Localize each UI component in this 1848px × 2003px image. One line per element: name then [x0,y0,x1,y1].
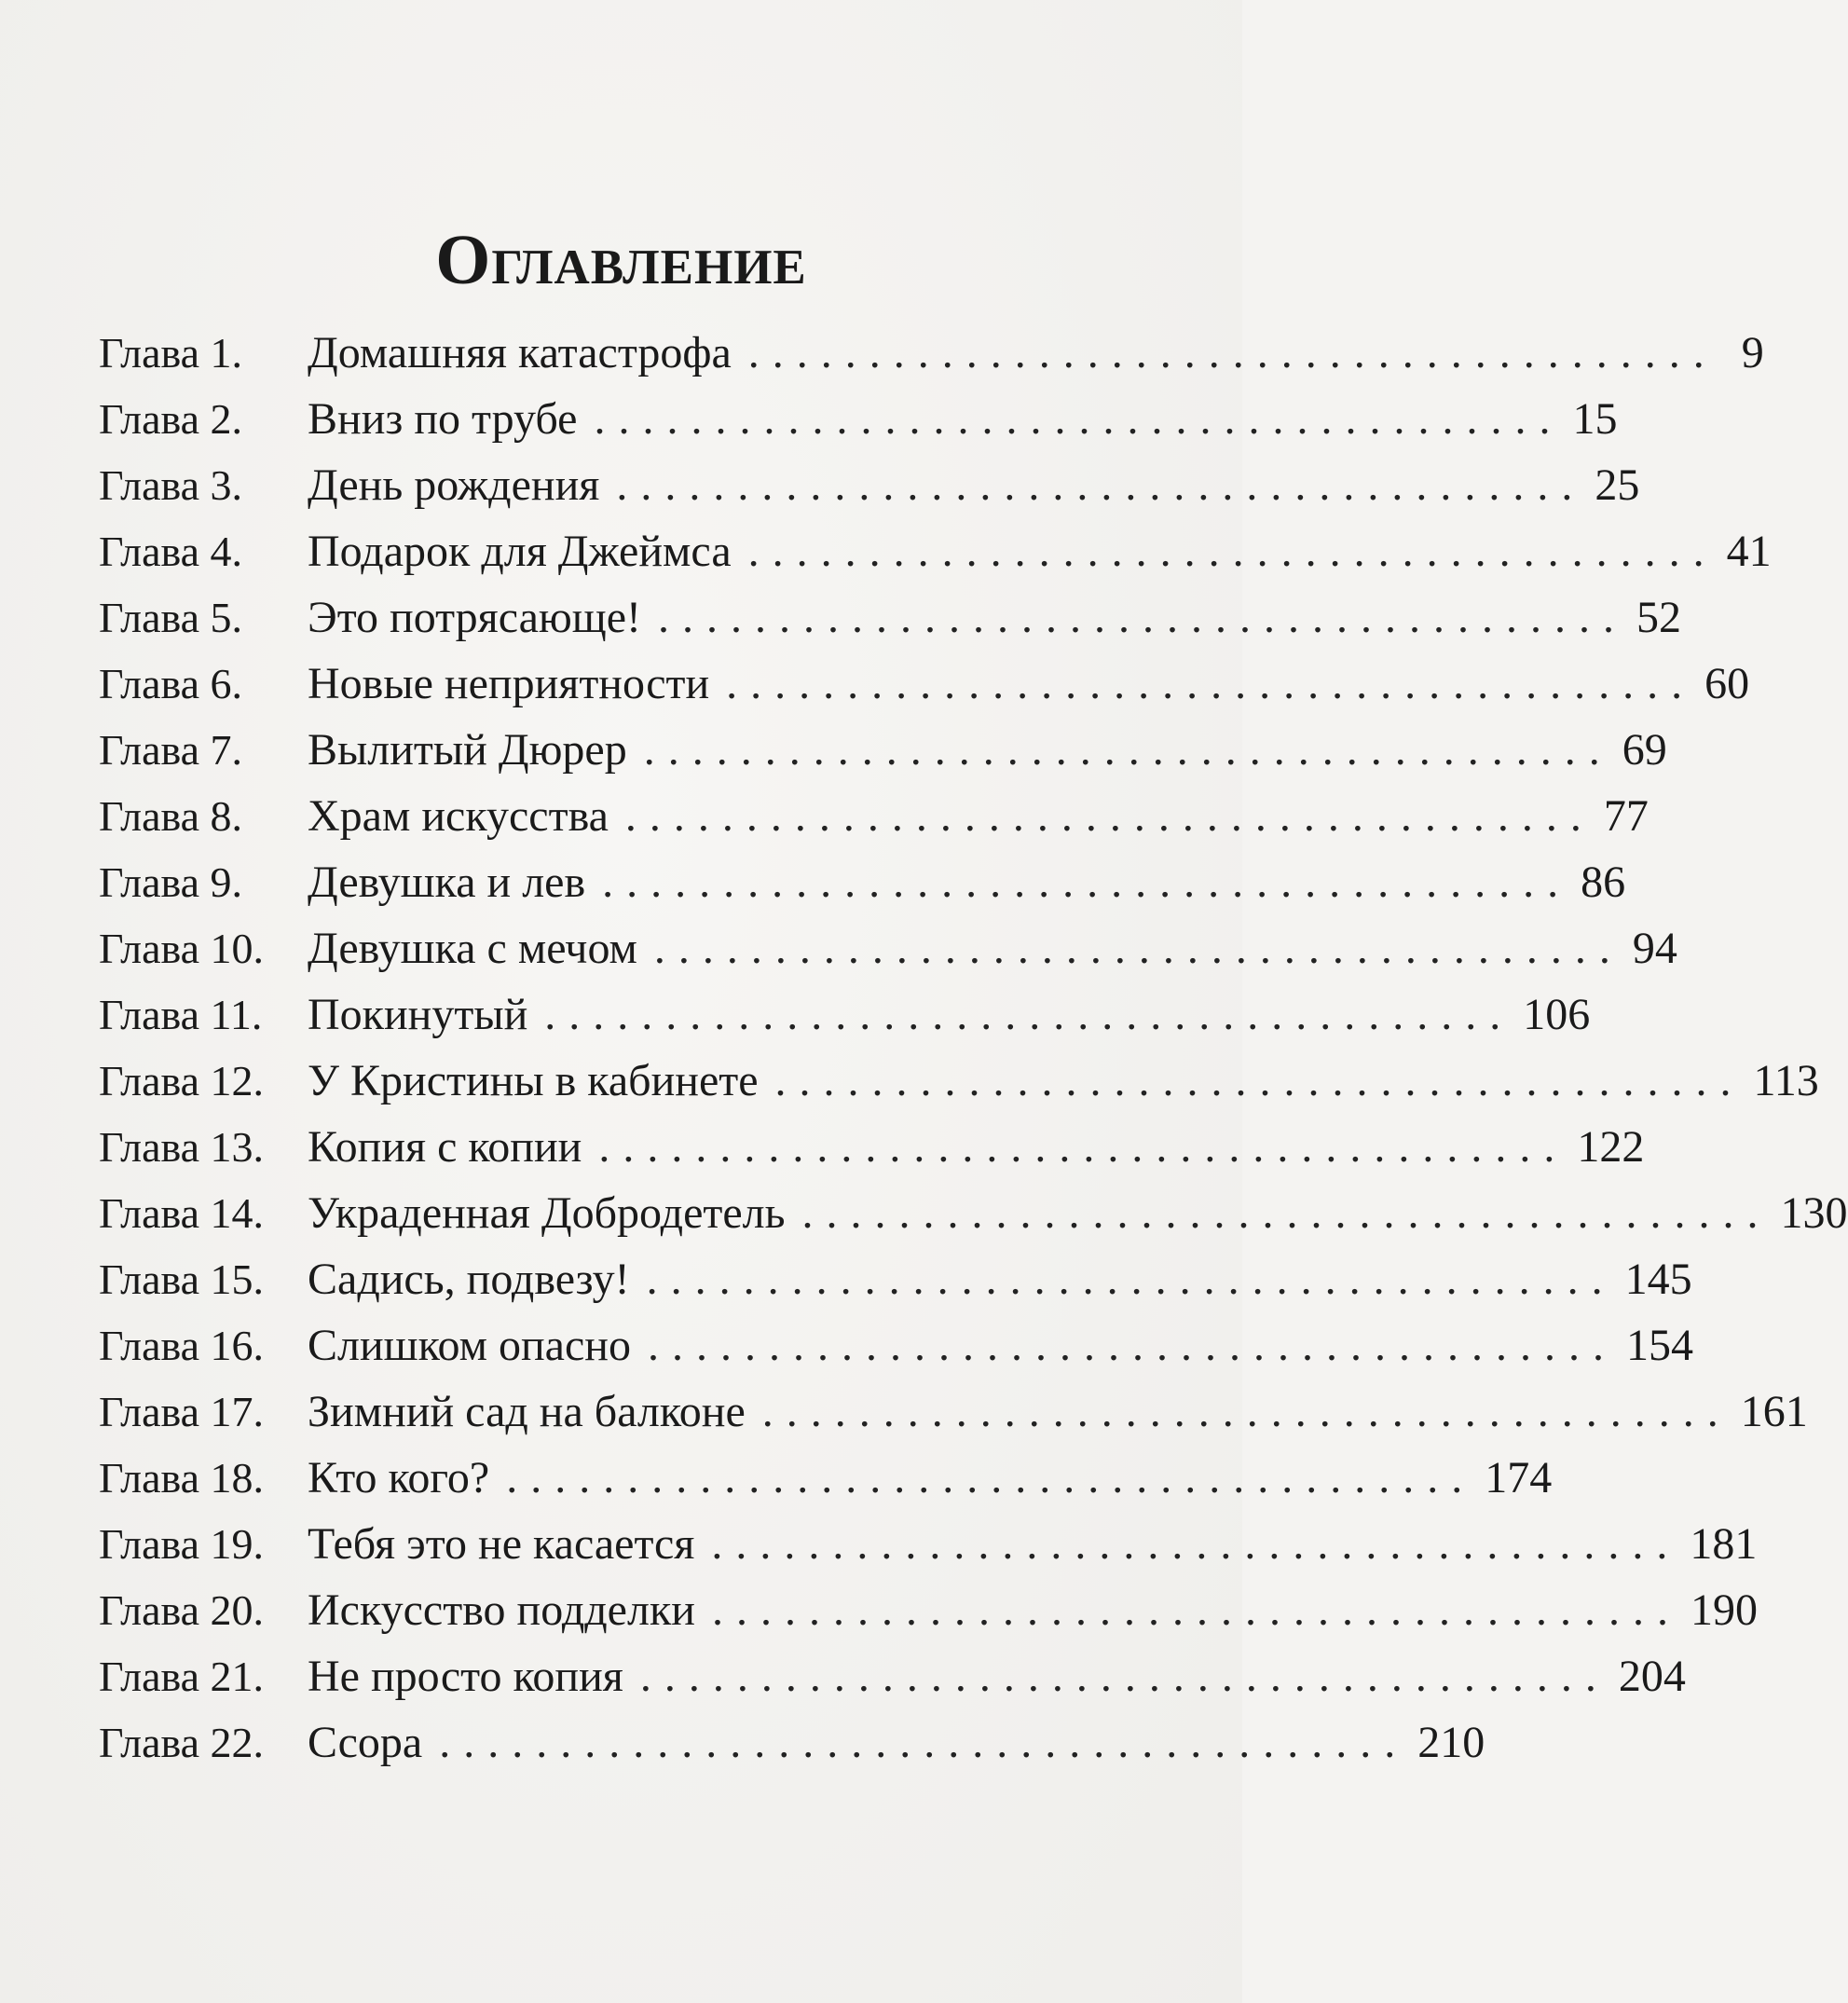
page-number: 113 [1753,1056,1819,1105]
toc-entry [99,320,1764,386]
dot-leader: ........................................ [726,659,1696,708]
chapter-title: Садись, подвезу! [308,1255,630,1304]
dot-leader: ........................................ [646,1255,1616,1304]
chapter-title: У Кристины в кабинете [308,1056,759,1105]
chapter-number: Глава 5. [99,594,243,641]
page-number: 41 [1726,527,1772,576]
page-number: 161 [1740,1387,1808,1436]
page-number: 181 [1690,1519,1758,1569]
chapter-title: Вниз по трубе [308,394,578,444]
chapter-title: Копия с копии [308,1122,582,1172]
page-number: 52 [1636,593,1682,642]
toc-entry [99,1643,1686,1709]
chapter-number: Глава 4. [99,528,243,575]
dot-leader: ........................................ [711,1519,1681,1569]
chapter-number: Глава 22. [99,1719,265,1766]
page-number: 77 [1603,791,1649,841]
page-number: 86 [1581,857,1626,907]
dot-leader: ........................................ [624,791,1595,841]
dot-leader: ........................................ [598,1122,1568,1172]
toc-entry [99,1511,1758,1577]
page-number: 122 [1577,1122,1645,1172]
dot-leader: ........................................ [639,1652,1609,1701]
chapter-number: Глава 14. [99,1189,265,1237]
chapter-title: Это потрясающе! [308,593,642,642]
table-of-contents [99,320,1848,1776]
toc-entry [99,651,1750,717]
chapter-title: Ссора [308,1718,423,1767]
toc-entry [99,1048,1819,1114]
chapter-number: Глава 13. [99,1123,265,1171]
chapter-number: Глава 6. [99,660,243,707]
chapter-number: Глава 7. [99,726,243,774]
page-number: 154 [1625,1321,1693,1370]
page-number: 94 [1632,924,1677,973]
toc-entry [99,452,1640,518]
chapter-title: Домашняя катастрофа [308,328,732,377]
chapter-title: Украденная Добродетель [308,1188,786,1238]
toc-entry [99,1246,1692,1312]
dot-leader: ........................................ [439,1718,1409,1767]
chapter-number: Глава 3. [99,461,243,509]
chapter-number: Глава 9. [99,858,243,906]
chapter-title: Храм искусства [308,791,609,841]
toc-entry [99,518,1772,584]
toc-entry [99,717,1667,783]
chapter-number: Глава 10. [99,925,265,972]
toc-entry [99,386,1618,452]
dot-leader: ........................................ [616,460,1586,510]
page-title: Оглавление [435,220,807,299]
chapter-number: Глава 11. [99,991,263,1038]
page-number: 106 [1523,990,1591,1039]
page-number: 190 [1690,1585,1758,1635]
toc-entry [99,783,1649,849]
dot-leader: ........................................ [544,990,1514,1039]
chapter-title: Искусство подделки [308,1585,695,1635]
dot-leader: ........................................ [647,1321,1617,1370]
chapter-number: Глава 2. [99,395,243,443]
chapter-title: Вылитый Дюрер [308,725,627,775]
chapter-number: Глава 21. [99,1653,265,1700]
dot-leader: ........................................ [747,527,1718,576]
chapter-title: День рождения [308,460,600,510]
page-number: 69 [1622,725,1667,775]
dot-leader: ........................................ [658,593,1628,642]
toc-entry [99,1577,1758,1643]
toc-entry [99,1379,1808,1445]
page-number: 145 [1624,1255,1692,1304]
chapter-number: Глава 18. [99,1454,265,1502]
toc-entry [99,584,1682,651]
page-number: 15 [1572,394,1618,444]
chapter-title: Подарок для Джеймса [308,527,732,576]
chapter-number: Глава 20. [99,1586,265,1634]
dot-leader: ........................................ [653,924,1623,973]
chapter-title: Новые неприятности [308,659,710,708]
toc-entry [99,915,1677,981]
page-number: 60 [1704,659,1750,708]
chapter-number: Глава 17. [99,1388,265,1435]
toc-entry [99,849,1626,915]
toc-entry [99,1709,1485,1776]
page-number: 25 [1595,460,1640,510]
page-number: 210 [1417,1718,1485,1767]
page-number: 9 [1741,328,1764,377]
page-number: 204 [1618,1652,1686,1701]
page-number: 174 [1485,1453,1553,1502]
chapter-number: Глава 8. [99,792,243,840]
dot-leader: ........................................ [602,857,1572,907]
chapter-number: Глава 12. [99,1057,265,1104]
chapter-title: Девушка с мечом [308,924,637,973]
dot-leader: ........................................ [711,1585,1681,1635]
dot-leader: ........................................ [506,1453,1476,1502]
chapter-number: Глава 19. [99,1520,265,1568]
toc-entry [99,981,1591,1048]
toc-entry [99,1445,1553,1511]
toc-entry [99,1312,1693,1379]
dot-leader: ........................................ [761,1387,1732,1436]
chapter-title: Слишком опасно [308,1321,631,1370]
chapter-title: Зимний сад на балконе [308,1387,746,1436]
dot-leader: ........................................ [774,1056,1745,1105]
chapter-number: Глава 15. [99,1255,265,1303]
dot-leader: ........................................ [747,328,1718,377]
chapter-number: Глава 1. [99,329,243,377]
dot-leader: ........................................ [594,394,1564,444]
toc-entry [99,1180,1848,1246]
chapter-number: Глава 16. [99,1322,265,1369]
chapter-title: Не просто копия [308,1652,623,1701]
page-number: 130 [1780,1188,1848,1238]
toc-entry [99,1114,1645,1180]
chapter-title: Кто кого? [308,1453,490,1502]
chapter-title: Покинутый [308,990,528,1039]
dot-leader: ........................................ [801,1188,1772,1238]
chapter-title: Тебя это не касается [308,1519,695,1569]
dot-leader: ........................................ [643,725,1613,775]
chapter-title: Девушка и лев [308,857,586,907]
